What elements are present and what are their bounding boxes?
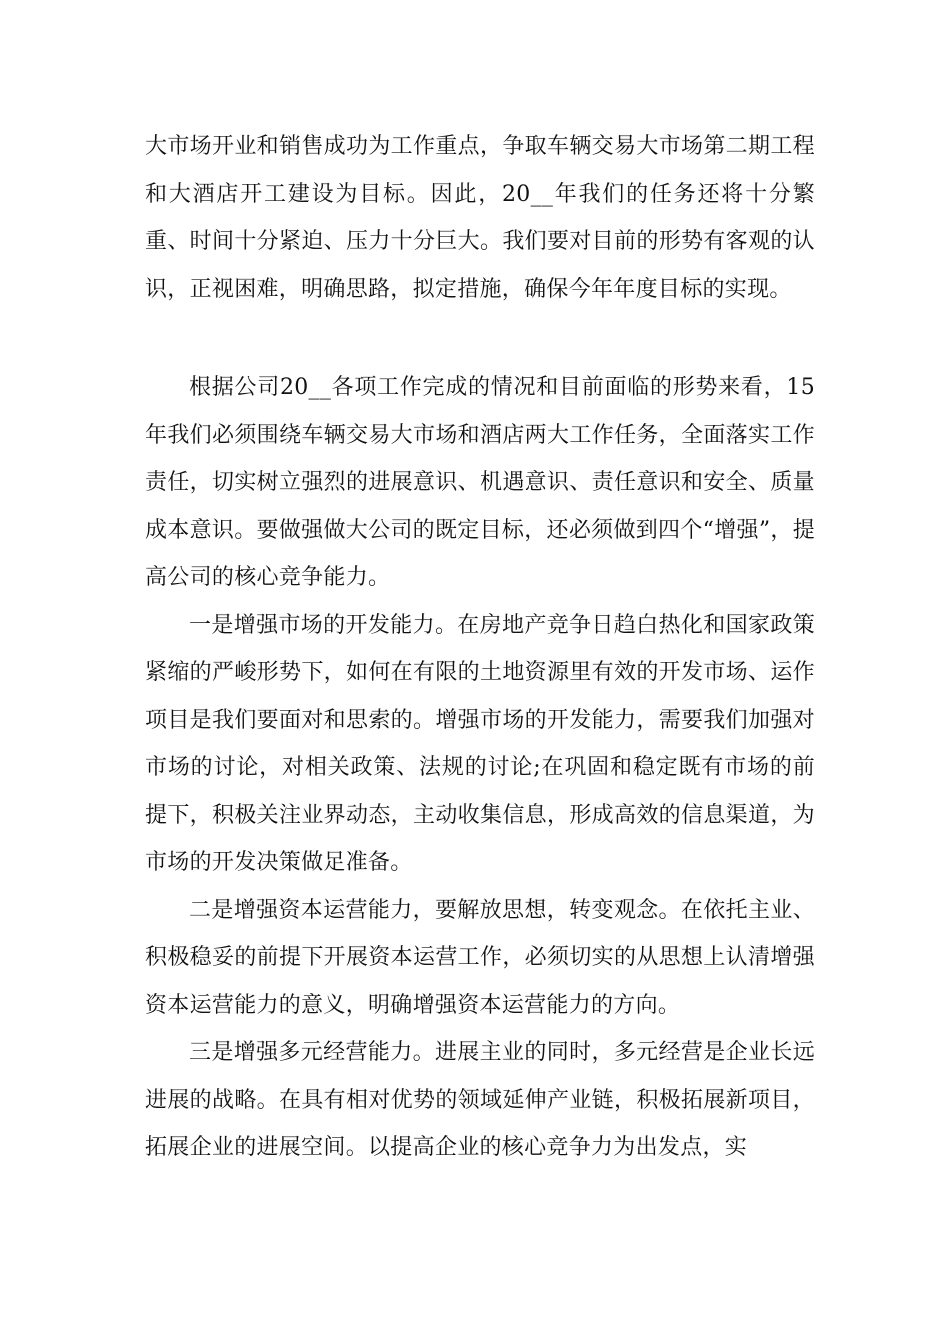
- paragraph-diversified-operation: 三是增强多元经营能力。进展主业的同时，多元经营是企业长远进展的战略。在具有相对优势的领域延伸产业链，积极拓展新项目，拓展企业的进展空间。以提高企业的核心竞争力为出发点，实: [145, 1040, 815, 1160]
- paragraph-capital-operation: 二是增强资本运营能力，要解放思想，转变观念。在依托主业、积极稳妥的前提下开展资本运营工作，必须切实的从思想上认清增强资本运营能力的意义，明确增强资本运营能力的方向。: [145, 897, 815, 1018]
- paragraph-market-development: 一是增强市场的开发能力。在房地产竞争日趋白热化和国家政策紧缩的严峻形势下，如何在有限的土地资源里有效的开发市场、运作项目是我们要面对和思索的。增强市场的开发能力，需要我们加强对市场的讨论，对相关政策、法规的讨论;在巩固和稳定既有市场的前提下，积极关注业界动态，主动收集信息，形成高效的信息渠道，为市场的开发决策做足准备。: [145, 612, 815, 875]
- paragraph-continuation: 大市场开业和销售成功为工作重点，争取车辆交易大市场第二期工程和大酒店开工建设为目标。因此，20__年我们的任务还将十分繁重、时间十分紧迫、压力十分巨大。我们要对目前的形势有客观的认识，正视困难，明确思路，拟定措施，确保今年年度目标的实现。: [145, 134, 815, 302]
- document-page: [145, 123, 815, 1172]
- paragraph-company-situation: 根据公司20__各项工作完成的情况和目前面临的形势来看，15年我们必须围绕车辆交易大市场和酒店两大工作任务，全面落实工作责任，切实树立强烈的进展意识、机遇意识、责任意识和安全、质量成本意识。要做强做大公司的既定目标，还必须做到四个“增强”，提高公司的核心竞争能力。: [145, 375, 815, 590]
